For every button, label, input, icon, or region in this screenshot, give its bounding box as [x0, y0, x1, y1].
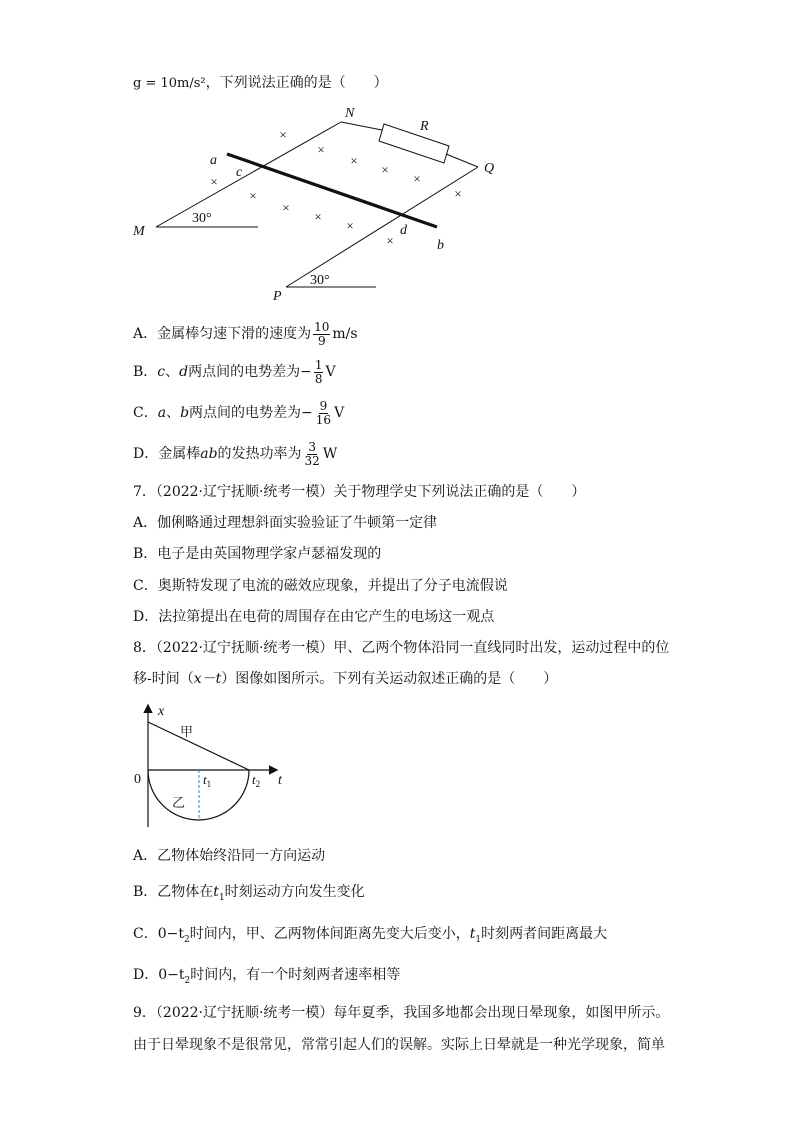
q8-stem-line2: 移-时间（x－t）图像如图所示。下列有关运动叙述正确的是（ ） [133, 671, 558, 687]
x-t-graph [128, 700, 298, 832]
angle-label-p: 30° [310, 273, 330, 288]
q8-option-d: D．$0-t_2$时间内，有一个时刻两者速率相等 [133, 967, 401, 986]
label-q: Q [484, 161, 495, 176]
fraction: $\frac{1}{8}$ [314, 357, 323, 386]
label-d: d [400, 223, 407, 238]
q9-line2: 由于日晕现象不是很常见，常常引起人们的误解。实际上日晕就是一种光学现象，简单 [133, 1037, 665, 1053]
q7-option-c: C．奥斯特发现了电流的磁效应现象，并提出了分子电流假说 [133, 578, 508, 594]
angle-label-m: 30° [192, 211, 212, 226]
wire-r-q [446, 154, 478, 167]
q8-option-a: A．乙物体始终沿同一方向运动 [133, 848, 326, 864]
t2-label: $t_2$ [252, 772, 261, 789]
question6-tail-text: ，下列说法正确的是（ ） [205, 75, 388, 91]
q7-stem: 7．（2022·辽宁抚顺·统考一模）关于物理学史下列说法正确的是（ ） [133, 484, 586, 500]
gravity-expression: g = 10m/s² [133, 76, 206, 91]
t-axis-label: t [278, 773, 282, 788]
origin-label: 0 [134, 772, 141, 787]
field-mark: × [210, 174, 218, 189]
metal-rod-ab [227, 154, 437, 227]
rail-mn [156, 122, 341, 227]
q6-option-a: A．金属棒匀速下滑的速度为 $\frac{10}{9}$ m/s [133, 319, 358, 348]
label-c: c [236, 165, 243, 180]
q7-option-a: A．伽俐略通过理想斜面实验验证了牛顿第一定律 [133, 515, 438, 531]
wire-n-r [341, 122, 382, 130]
field-mark: × [282, 200, 290, 215]
rail-diagram [120, 100, 520, 310]
q6-option-b: B．c、d两点间的电势差为− $\frac{1}{8}$ V [133, 357, 336, 386]
q8-stem-line1: 8．（2022·辽宁抚顺·统考一模）甲、乙两个物体沿同一直线同时出发，运动过程中的位 [133, 640, 670, 656]
field-mark: × [346, 218, 354, 233]
label-p: P [273, 289, 282, 304]
label-a: a [210, 153, 217, 168]
graph-line-jia [148, 722, 249, 770]
fraction: $\frac{10}{9}$ [314, 319, 330, 348]
label-b: b [437, 238, 444, 253]
label-n: N [345, 106, 355, 121]
label-jia: 甲 [180, 724, 194, 739]
q7-option-d: D．法拉第提出在电荷的周围存在由它产生的电场这一观点 [133, 609, 495, 625]
field-mark: × [413, 171, 421, 186]
q8-option-b: B．乙物体在$t_1$时刻运动方向发生变化 [133, 884, 365, 903]
field-mark: × [386, 233, 394, 248]
x-axis-label: x [158, 704, 165, 719]
q8-option-c: C．$0-t_2$时间内，甲、乙两物体间距离先变大后变小，$t_1$时刻两者间距离最大 [133, 926, 608, 945]
field-mark: × [454, 186, 462, 201]
field-mark: × [249, 188, 257, 203]
q7-option-b: B．电子是由英国物理学家卢瑟福发现的 [133, 546, 382, 562]
t1-label: $t_1$ [203, 772, 212, 789]
q6-option-d: D．金属棒ab的发热功率为 $\frac{3}{32}$ W [133, 439, 338, 468]
q6-option-c: C．a、b两点间的电势差为− $\frac{9}{16}$ V [133, 398, 345, 427]
field-mark: × [350, 153, 358, 168]
field-mark: × [279, 127, 287, 142]
q9-line1: 9．（2022·辽宁抚顺·统考一模）每年夏季，我国多地都会出现日晕现象，如图甲所示。 [133, 1005, 670, 1021]
label-yi: 乙 [172, 795, 186, 810]
label-m: M [133, 224, 145, 239]
field-mark: × [317, 142, 325, 157]
resistor-r [379, 124, 449, 163]
field-mark: × [314, 209, 322, 224]
field-mark: × [381, 162, 389, 177]
fraction: $\frac{3}{32}$ [304, 439, 320, 468]
label-r: R [420, 119, 429, 134]
fraction: $\frac{9}{16}$ [315, 398, 332, 427]
question6-tail-line [133, 73, 388, 94]
